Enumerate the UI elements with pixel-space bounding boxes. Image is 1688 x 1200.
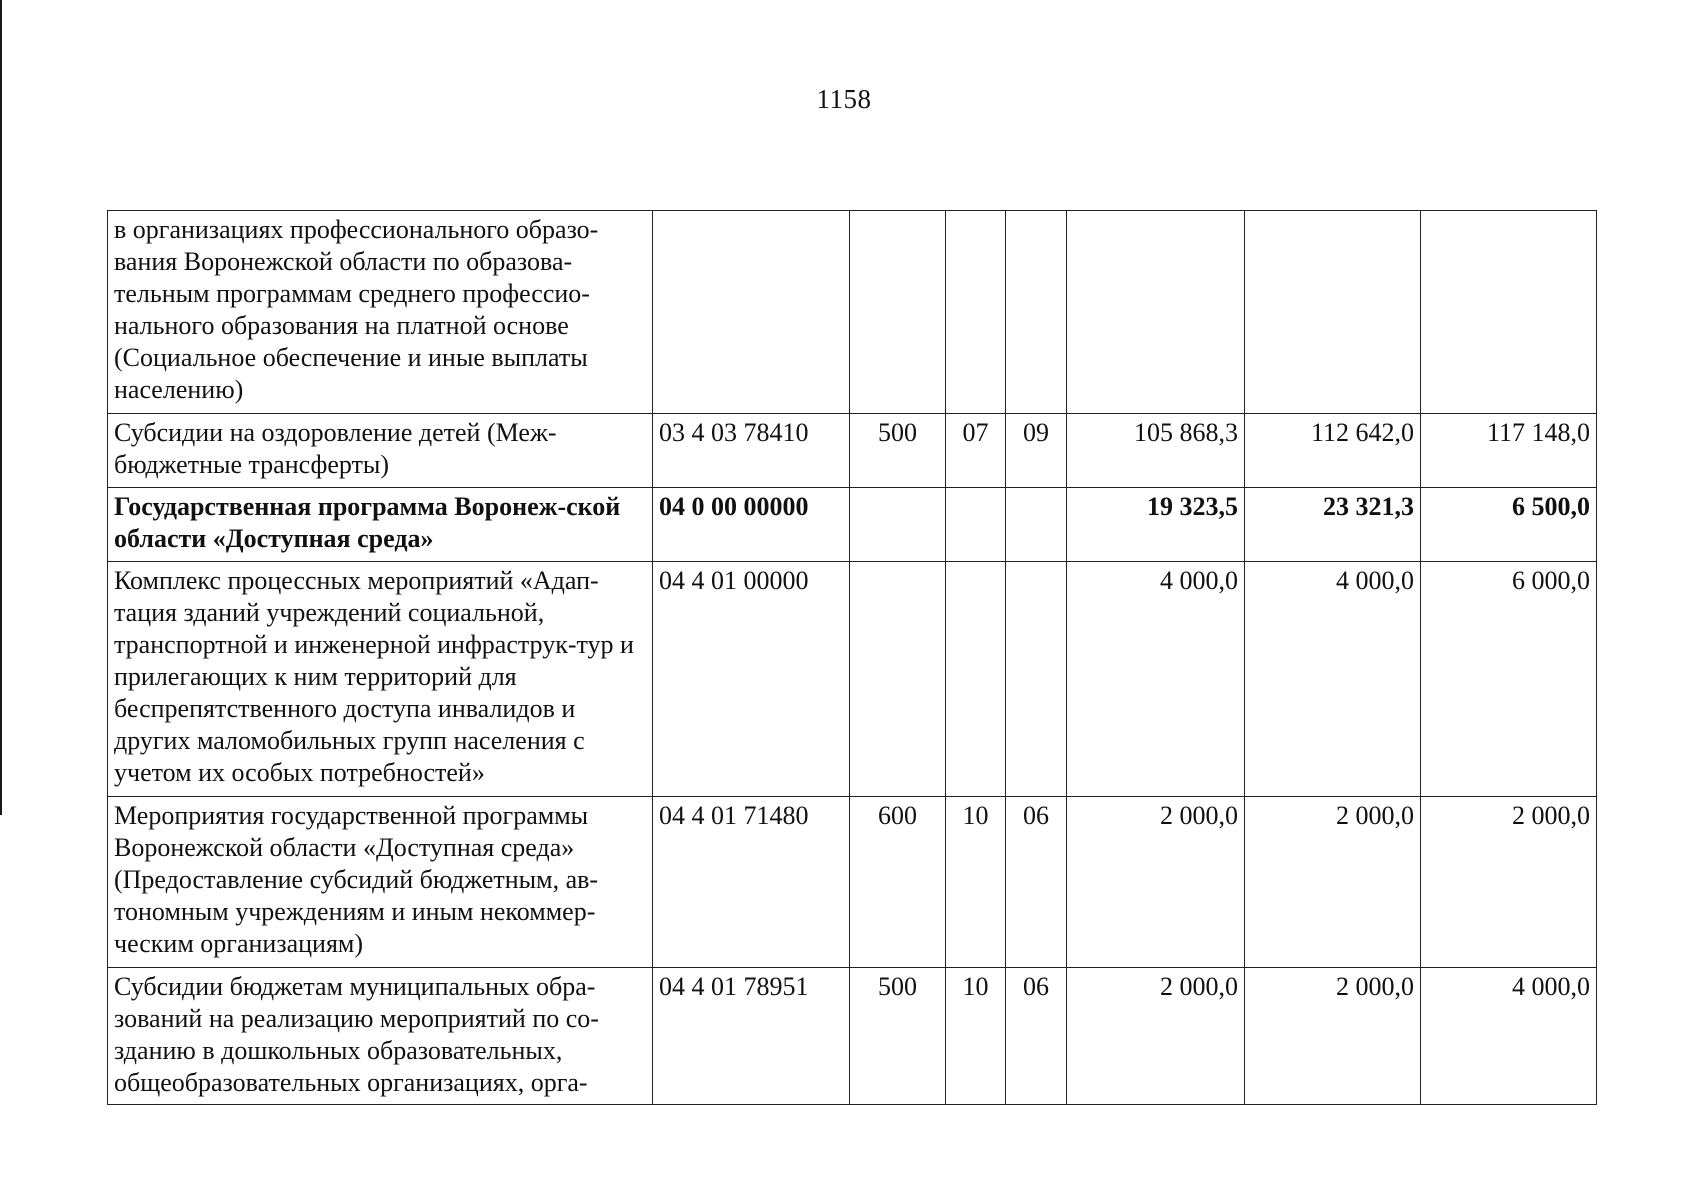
amount-year2-cell: 2 000,0 xyxy=(1245,797,1421,968)
target-code-cell: 04 4 01 71480 xyxy=(653,797,850,968)
section-cell: 10 xyxy=(946,797,1006,968)
expense-type-cell xyxy=(850,488,946,562)
page-scan-edge xyxy=(0,0,2,815)
row-name-cell: в организациях профессионального образо-вания Воронежской области по образова-тельным программам среднего профессио-нального образования на платной основе (Социальное обеспечение и иные выплаты населению) xyxy=(108,211,653,414)
section-cell xyxy=(946,562,1006,797)
target-code-cell: 03 4 03 78410 xyxy=(653,414,850,488)
amount-year1-cell: 2 000,0 xyxy=(1067,797,1245,968)
section-cell: 10 xyxy=(946,968,1006,1105)
section-cell xyxy=(946,488,1006,562)
subsection-cell: 06 xyxy=(1006,968,1067,1105)
table-row xyxy=(108,968,1597,1105)
section-cell: 07 xyxy=(946,414,1006,488)
row-name-cell: Комплекс процессных мероприятий «Адап-тация зданий учреждений социальной, транспортной и инженерной инфраструк-тур и прилегающих к ним территорий для беспрепятственного доступа инвалидов и других маломобильных групп населения с учетом их особых потребностей» xyxy=(108,562,653,797)
amount-year1-cell: 105 868,3 xyxy=(1067,414,1245,488)
target-code-cell xyxy=(653,211,850,414)
amount-year3-cell: 2 000,0 xyxy=(1421,797,1597,968)
expense-type-cell xyxy=(850,211,946,414)
page-number: 1158 xyxy=(816,84,872,114)
amount-year1-cell: 19 323,5 xyxy=(1067,488,1245,562)
subsection-cell xyxy=(1006,211,1067,414)
amount-year2-cell: 112 642,0 xyxy=(1245,414,1421,488)
table-row-program-header xyxy=(108,488,1597,562)
subsection-cell xyxy=(1006,488,1067,562)
amount-year2-cell: 4 000,0 xyxy=(1245,562,1421,797)
amount-year1-cell xyxy=(1067,211,1245,414)
subsection-cell: 06 xyxy=(1006,797,1067,968)
amount-year3-cell: 6 500,0 xyxy=(1421,488,1597,562)
budget-table xyxy=(107,210,1597,1105)
expense-type-cell: 500 xyxy=(850,968,946,1105)
table-row xyxy=(108,414,1597,488)
subsection-cell: 09 xyxy=(1006,414,1067,488)
row-name-cell: Субсидии на оздоровление детей (Меж-бюджетные трансферты) xyxy=(108,414,653,488)
expense-type-cell: 600 xyxy=(850,797,946,968)
table-row xyxy=(108,211,1597,414)
target-code-cell: 04 4 01 00000 xyxy=(653,562,850,797)
amount-year1-cell: 2 000,0 xyxy=(1067,968,1245,1105)
amount-year2-cell xyxy=(1245,211,1421,414)
amount-year3-cell xyxy=(1421,211,1597,414)
target-code-cell: 04 0 00 00000 xyxy=(653,488,850,562)
table-row xyxy=(108,797,1597,968)
amount-year3-cell: 4 000,0 xyxy=(1421,968,1597,1105)
amount-year3-cell: 117 148,0 xyxy=(1421,414,1597,488)
amount-year2-cell: 23 321,3 xyxy=(1245,488,1421,562)
amount-year3-cell: 6 000,0 xyxy=(1421,562,1597,797)
row-name-cell: Государственная программа Воронеж-ской области «Доступная среда» xyxy=(108,488,653,562)
target-code-cell: 04 4 01 78951 xyxy=(653,968,850,1105)
expense-type-cell xyxy=(850,562,946,797)
row-name-cell: Мероприятия государственной программы Воронежской области «Доступная среда» (Предоставление субсидий бюджетным, ав-тономным учреждениям и иным некоммер-ческим организациям) xyxy=(108,797,653,968)
section-cell xyxy=(946,211,1006,414)
expense-type-cell: 500 xyxy=(850,414,946,488)
row-name-cell: Субсидии бюджетам муниципальных обра-зований на реализацию мероприятий по со-зданию в дошкольных образовательных, общеобразовательных организациях, орга- xyxy=(108,968,653,1105)
amount-year1-cell: 4 000,0 xyxy=(1067,562,1245,797)
subsection-cell xyxy=(1006,562,1067,797)
amount-year2-cell: 2 000,0 xyxy=(1245,968,1421,1105)
table-row xyxy=(108,562,1597,797)
